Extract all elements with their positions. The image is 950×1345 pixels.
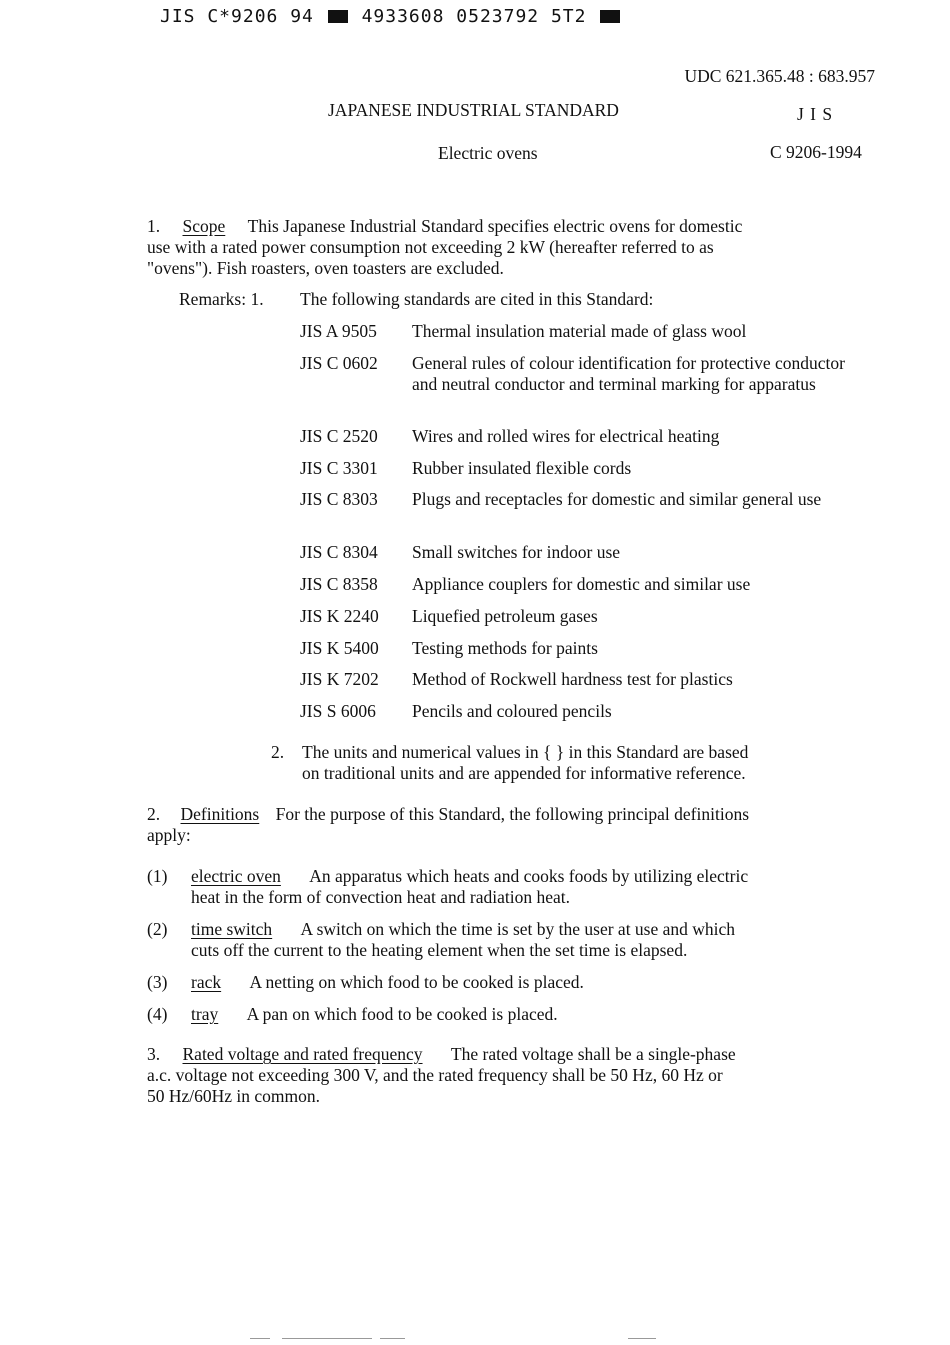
ref-code: JIS C 2520 bbox=[300, 426, 378, 446]
ref-title: Thermal insulation material made of glass wool bbox=[412, 321, 747, 341]
ref-code: JIS S 6006 bbox=[300, 701, 376, 721]
section-number: 1. bbox=[147, 216, 161, 236]
ref-code: JIS C 3301 bbox=[300, 458, 378, 478]
definition-number: (2) bbox=[147, 919, 168, 939]
ref-title: Rubber insulated flexible cords bbox=[412, 458, 632, 478]
ref-title: Pencils and coloured pencils bbox=[412, 701, 612, 721]
ref-code: JIS C 8303 bbox=[300, 489, 378, 509]
jis-mark: J I S bbox=[797, 104, 834, 124]
rated-line: 50 Hz/60Hz in common. bbox=[147, 1086, 321, 1106]
ref-title: General rules of colour identification for protective conductor and neutral conductor and terminal marking for apparatus bbox=[412, 353, 845, 394]
code-part-1: JIS C*9206 94 bbox=[160, 6, 314, 27]
definition-term: time switch bbox=[191, 919, 273, 939]
remark-text: The units and numerical values in { } in this Standard are based bbox=[302, 742, 749, 762]
section-number: 2. bbox=[147, 804, 161, 824]
definition-number: (4) bbox=[147, 1004, 168, 1024]
definition-number: (1) bbox=[147, 866, 168, 886]
definition-term: tray bbox=[191, 1004, 219, 1024]
ref-title: Method of Rockwell hardness test for plastics bbox=[412, 669, 733, 689]
ref-title: Testing methods for paints bbox=[412, 638, 598, 658]
definition-text: A pan on which food to be cooked is placed. bbox=[246, 1004, 558, 1024]
remark-number: 2. bbox=[271, 742, 285, 762]
ref-code: JIS K 5400 bbox=[300, 638, 379, 658]
ref-code: JIS C 8304 bbox=[300, 542, 378, 562]
scan-mark bbox=[282, 1338, 372, 1339]
code-part-2: 4933608 0523792 5T2 bbox=[361, 6, 587, 27]
ref-code: JIS C 0602 bbox=[300, 353, 378, 373]
definition-term: rack bbox=[191, 972, 222, 992]
udc-number: UDC 621.365.48 : 683.957 bbox=[684, 66, 875, 86]
standard-org: JAPANESE INDUSTRIAL STANDARD bbox=[328, 100, 619, 120]
section-heading: Scope bbox=[182, 216, 226, 236]
scope-line: This Japanese Industrial Standard specifies electric ovens for domestic bbox=[247, 216, 743, 236]
scan-mark bbox=[250, 1338, 270, 1339]
document-code-line bbox=[160, 6, 622, 27]
ref-title: Liquefied petroleum gases bbox=[412, 606, 598, 626]
black-block-mark bbox=[328, 10, 348, 23]
scan-mark bbox=[628, 1338, 656, 1339]
definition-number: (3) bbox=[147, 972, 168, 992]
page-title: Electric ovens bbox=[438, 143, 538, 163]
remark-text: on traditional units and are appended for informative reference. bbox=[302, 763, 746, 783]
ref-title: Plugs and receptacles for domestic and similar general use bbox=[412, 489, 822, 509]
remarks-label: Remarks: 1. bbox=[179, 289, 264, 309]
ref-code: JIS K 2240 bbox=[300, 606, 379, 626]
ref-title: Small switches for indoor use bbox=[412, 542, 621, 562]
definition-text: A switch on which the time is set by the user at use and which bbox=[300, 919, 736, 939]
definition-text: A netting on which food to be cooked is placed. bbox=[249, 972, 584, 992]
section-number: 3. bbox=[147, 1044, 161, 1064]
section-heading: Definitions bbox=[180, 804, 260, 824]
scope-line: "ovens"). Fish roasters, oven toasters are excluded. bbox=[147, 258, 504, 278]
ref-code: JIS A 9505 bbox=[300, 321, 377, 341]
definition-text: heat in the form of convection heat and radiation heat. bbox=[191, 887, 571, 907]
rated-line: a.c. voltage not exceeding 300 V, and the rated frequency shall be 50 Hz, 60 Hz or bbox=[147, 1065, 723, 1085]
black-block-mark bbox=[600, 10, 620, 23]
rated-line: The rated voltage shall be a single-phase bbox=[450, 1044, 736, 1064]
ref-title: Appliance couplers for domestic and similar use bbox=[412, 574, 751, 594]
definitions-line: For the purpose of this Standard, the following principal definitions bbox=[275, 804, 750, 824]
definitions-line: apply: bbox=[147, 825, 191, 845]
ref-code: JIS K 7202 bbox=[300, 669, 379, 689]
definition-term: electric oven bbox=[191, 866, 281, 886]
definition-text: cuts off the current to the heating element when the set time is elapsed. bbox=[191, 940, 688, 960]
scope-line: use with a rated power consumption not exceeding 2 kW (hereafter referred to as bbox=[147, 237, 714, 257]
ref-code: JIS C 8358 bbox=[300, 574, 378, 594]
definition-text: An apparatus which heats and cooks foods by utilizing electric bbox=[309, 866, 749, 886]
ref-title: Wires and rolled wires for electrical heating bbox=[412, 426, 720, 446]
section-heading: Rated voltage and rated frequency bbox=[182, 1044, 423, 1064]
standard-number: C 9206-1994 bbox=[770, 142, 862, 162]
scan-mark bbox=[380, 1338, 405, 1339]
remark-text: The following standards are cited in this Standard: bbox=[300, 289, 654, 309]
